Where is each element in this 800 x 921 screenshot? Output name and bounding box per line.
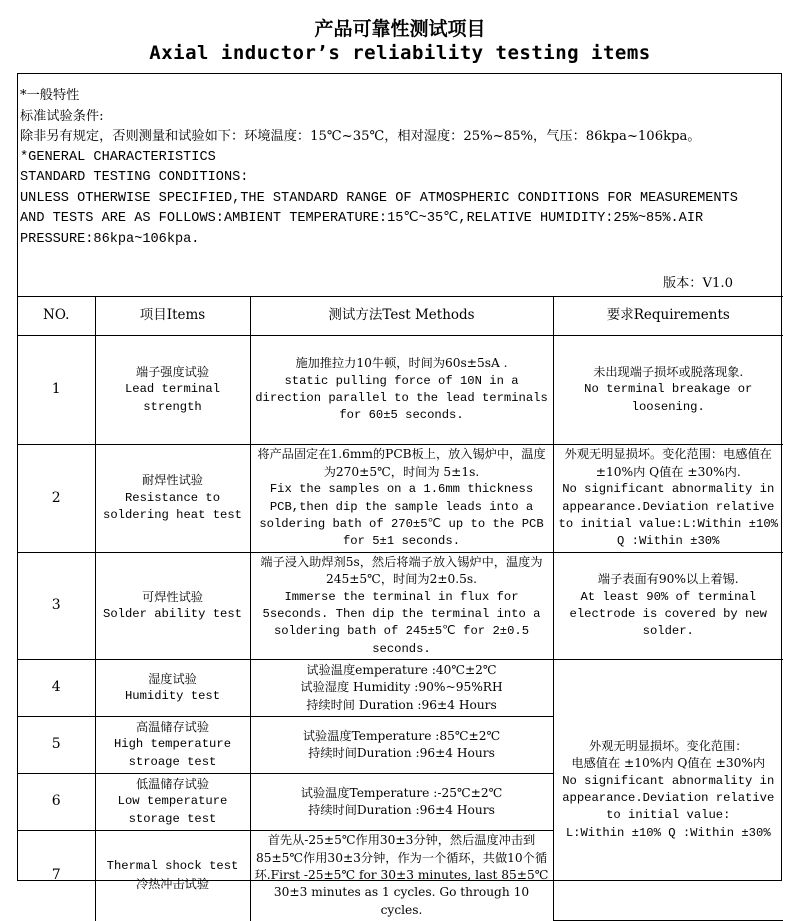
test-method: 试验温度emperature :40℃±2℃ 试验湿度 Humidity :90%~95%RH 持续时间 Duration :96±4 Hours [250, 660, 553, 717]
table-row [18, 660, 783, 717]
table-row [18, 553, 783, 660]
shared-requirement: 外观无明显损坏。变化范围： 电感值在 ±10%内 Q值在 ±30%内 No significant abnormality in appearance.Deviation relative to initial value: L:Within ±10% Q :Within ±30% [553, 660, 783, 921]
row-number: 3 [18, 553, 95, 660]
conditions-text-cn: 除非另有规定，否则测量和试验如下：环境温度：15℃~35℃，相对湿度：25%~85%，气压：86kpa~106kpa。 [20, 129, 701, 144]
test-method: 将产品固定在1.6mm的PCB板上，放入锡炉中，温度为270±5℃，时间为 5±1s. Fix the samples on a 1.6mm thickness PCB,then dip the sample leads into a soldering bath of 270±5℃ up to the PCB for 5±1 seconds. [250, 445, 553, 553]
spec-sheet [17, 73, 782, 917]
conditions-text-en: UNLESS OTHERWISE SPECIFIED,THE STANDARD RANGE OF ATMOSPHERIC CONDITIONS FOR MEASUREMENTS AND TESTS ARE AS FOLLOWS:AMBIENT TEMPERATURE:15℃~35℃,RELATIVE HUMIDITY:25%~85%.AIR PRESSURE:86kpa~106kpa. [20, 190, 738, 247]
page-title-cn: 产品可靠性测试项目 [314, 18, 486, 40]
test-item: 高温储存试验 High temperature stroage test [95, 717, 250, 774]
version-label: 版本：V1.0 [662, 276, 733, 291]
standard-conditions-cn: 标准试验条件: [20, 108, 104, 124]
table-header-row [18, 297, 783, 336]
test-item: 湿度试验 Humidity test [95, 660, 250, 717]
row-number: 6 [18, 774, 95, 831]
test-item: Thermal shock test 冷热冲击试验 [95, 831, 250, 921]
test-method: 施加推拉力10牛顿，时间为60s±5sA . static pulling force of 10N in a direction parallel to the lead terminals for 60±5 seconds. [250, 336, 553, 445]
header-items: 项目Items [95, 297, 250, 336]
test-method: 试验温度Temperature :85℃±2℃ 持续时间Duration :96±4 Hours [250, 717, 553, 774]
requirement: 端子表面有90%以上着锡. At least 90% of terminal electrode is covered by new solder. [553, 553, 783, 660]
row-number: 7 [18, 831, 95, 921]
requirement: 未出现端子损坏或脱落现象. No terminal breakage or loosening. [553, 336, 783, 445]
page-title-en: Axial inductor’s reliability testing items [149, 42, 651, 64]
test-item: 低温储存试验 Low temperature storage test [95, 774, 250, 831]
requirement: 外观无明显损坏。变化范围：电感值在 ±10%内 Q值在 ±30%内. No significant abnormality in appearance.Deviation relative to initial value:L:Within ±10% Q :Within ±30% [553, 445, 783, 553]
test-item: 可焊性试验 Solder ability test [95, 553, 250, 660]
row-number: 1 [18, 336, 95, 445]
header-no: NO. [18, 297, 95, 336]
test-method: 端子浸入助焊剂5s，然后将端子放入锡炉中，温度为 245±5℃，时间为2±0.5s. Immerse the terminal in flux for 5seconds. Then dip the terminal into a soldering bath of 245±5℃ for 2±0.5 seconds. [250, 553, 553, 660]
standard-conditions-en: STANDARD TESTING CONDITIONS: [20, 170, 249, 185]
general-characteristics-en: *GENERAL CHARACTERISTICS [20, 149, 216, 165]
table-row [18, 336, 783, 445]
test-method: 首先从-25±5℃作用30±3分钟，然后温度冲击到85±5℃作用30±3分钟，作为一个循环，共做10个循环.First -25±5℃ for 30±3 minutes, last 85±5℃ 30±3 minutes as 1 cycles. Go through 10 cycles. [250, 831, 553, 921]
header-requirements: 要求Requirements [553, 297, 783, 336]
standard-conditions [18, 74, 781, 296]
test-item: 耐焊性试验 Resistance to soldering heat test [95, 445, 250, 553]
table-row [18, 445, 783, 553]
reliability-table [18, 296, 783, 921]
row-number: 5 [18, 717, 95, 774]
header-test-methods: 测试方法Test Methods [250, 297, 553, 336]
general-characteristics-cn: *一般特性 [20, 88, 80, 103]
test-item: 端子强度试验 Lead terminal strength [95, 336, 250, 445]
row-number: 4 [18, 660, 95, 717]
row-number: 2 [18, 445, 95, 553]
test-method: 试验温度Temperature :-25℃±2℃ 持续时间Duration :96±4 Hours [250, 774, 553, 831]
